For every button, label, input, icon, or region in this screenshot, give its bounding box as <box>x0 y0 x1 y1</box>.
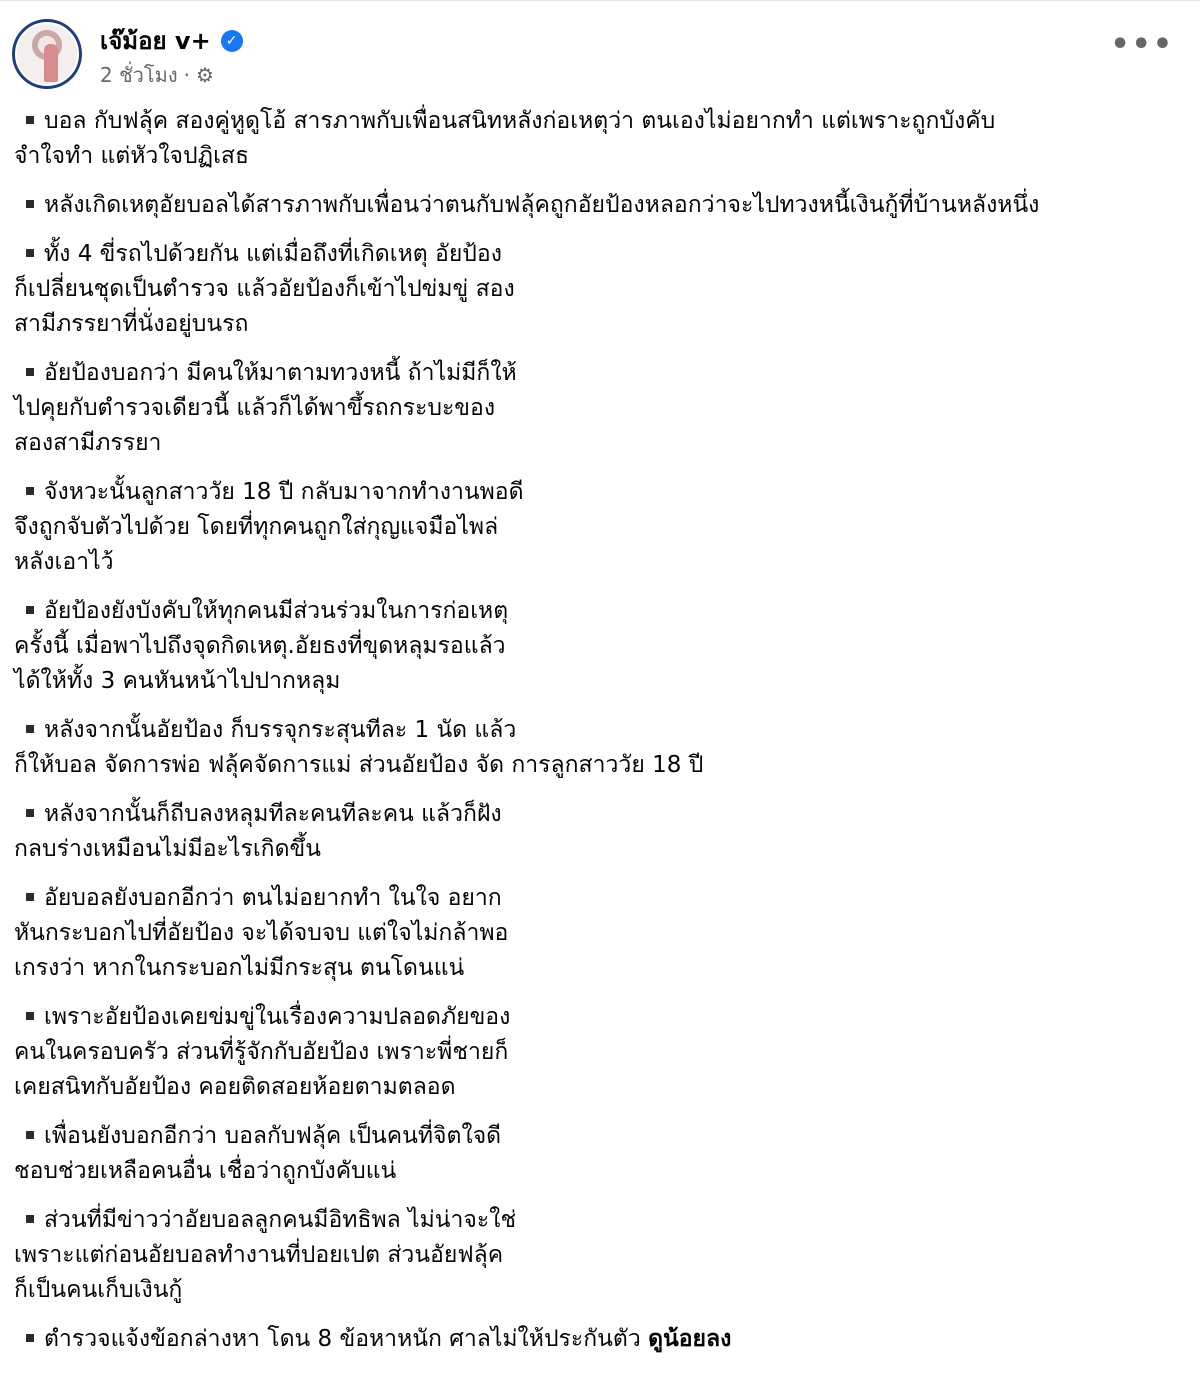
bullet-icon <box>26 487 34 495</box>
author-name[interactable]: เจ๊ม้อย v+ <box>100 27 211 55</box>
post-content <box>14 104 1184 1371</box>
paragraph: อัยป้องบอกว่า มีคนให้มาตามทวงหนี้ ถ้าไม่มีก็ให้ ไปคุยกับตำรวจเดียวนี้ แล้วก็ได้พาขึ้รถกระบะของ สองสามีภรรยา <box>14 360 517 456</box>
author-row <box>100 21 243 60</box>
paragraph: เพื่อนยังบอกอีกว่า บอลกับฟลุ้ค เป็นคนที่จิตใจดี ชอบช่วยเหลือคนอื่น เชื่อว่าถูกบังคับแน่ <box>14 1123 502 1184</box>
paragraph: อัยบอลยังบอกอีกว่า ตนไม่อยากทำ ในใจ อยาก หันกระบอกไปที่อัยป้อง จะได้จบจบ แต่ใจไม่กล้าพอ เกรงว่า หากในกระบอกไม่มีกระสุน ตนโดนแน่ <box>14 885 509 981</box>
verified-badge-icon: ✓ <box>221 30 243 52</box>
paragraph: เพราะอัยป้องเคยข่มขู่ในเรื่องความปลอดภัยของ คนในครอบครัว ส่วนที่รู้จักกับอัยป้อง เพราะพี่ชายก็ เคยสนิทกับอัยป้อง คอยติดสอยห้อยตามตลอด <box>14 1004 511 1100</box>
bullet-icon <box>26 200 34 208</box>
more-options-button[interactable]: ••• <box>1110 27 1174 62</box>
paragraph: อัยป้องยังบังคับให้ทุกคนมีส่วนร่วมในการก่อเหตุ ครั้งนี้ เมื่อพาไปถึงจุดกิดเหตุ.อัยธงที่ขุดหลุมรอแล้ว ได้ให้ทั้ง 3 คนหันหน้าไปปากหลุม <box>14 598 509 694</box>
post-meta <box>100 59 214 91</box>
paragraph: ส่วนที่มีข่าวว่าอัยบอลลูกคนมีอิทธิพล ไม่น่าจะใช่ เพราะแต่ก่อนอัยบอลทำงานที่ปอยเปต ส่วนอัยฟลุ้ค ก็เป็นคนเก็บเงินกู้ <box>14 1207 517 1303</box>
bullet-icon <box>26 1215 34 1223</box>
bullet-icon <box>26 249 34 257</box>
post-time[interactable]: 2 ชั่วโมง <box>100 63 178 87</box>
paragraph: บอล กับฟลุ้ค สองคู่หูดูโอ้ สารภาพกับเพื่อนสนิทหลังก่อเหตุว่า ตนเองไม่อยากทำ แต่เพราะถูกบังคับ จำใจทำ แต่หัวใจปฏิเสธ <box>14 108 996 169</box>
avatar-image <box>15 22 79 86</box>
bullet-icon <box>26 116 34 124</box>
paragraph: จังหวะนั้นลูกสาววัย 18 ปี กลับมาจากทำงานพอดี จึงถูกจับตัวไปด้วย โดยที่ทุกคนถูกใส่กุญแจมือไพล่ หลังเอาไว้ <box>14 479 524 575</box>
paragraph-last: ตำรวจแจ้งข้อกล่างหา โดน 8 ข้อหาหนัก ศาลไม่ให้ประกันตัว ดูน้อยลง <box>14 1322 1184 1357</box>
bullet-icon <box>26 368 34 376</box>
see-less-link[interactable]: ดูน้อยลง <box>648 1326 732 1352</box>
bullet-icon <box>26 606 34 614</box>
bullet-icon <box>26 1012 34 1020</box>
paragraph: หลังจากนั้นก็ถีบลงหลุมทีละคนทีละคน แล้วก็ฝัง กลบร่างเหมือนไม่มีอะไรเกิดขึ้น <box>14 801 502 862</box>
avatar[interactable] <box>12 19 82 89</box>
bullet-icon <box>26 725 34 733</box>
paragraph: หลังเกิดเหตุอัยบอลได้สารภาพกับเพื่อนว่าตนกับฟลุ้คถูกอัยป้องหลอกว่าจะไปทวงหนี้เงินกู้ที่บ้านหลังหนึ่ง <box>14 188 1184 223</box>
meta-separator: · <box>183 63 190 87</box>
bullet-icon <box>26 1131 34 1139</box>
bullet-icon <box>26 1334 34 1342</box>
paragraph: ทั้ง 4 ขี่รถไปด้วยกัน แต่เมื่อถึงที่เกิดเหตุ อัยป้อง ก็เปลี่ยนชุดเป็นตำรวจ แล้วอัยป้องก็เข้าไปข่มขู่ สอง สามีภรรยาที่นั่งอยู่บนรถ <box>14 241 515 337</box>
bullet-icon <box>26 893 34 901</box>
audience-gear-icon[interactable]: ⚙ <box>195 63 214 87</box>
bullet-icon <box>26 809 34 817</box>
post-header <box>12 19 1180 95</box>
paragraph: หลังจากนั้นอัยป้อง ก็บรรจุกระสุนทีละ 1 นัด แล้ว ก็ให้บอล จัดการพ่อ ฟลุ้คจัดการแม่ ส่วนอัยป้อง จัด การลูกสาววัย 18 ปี <box>14 717 704 778</box>
